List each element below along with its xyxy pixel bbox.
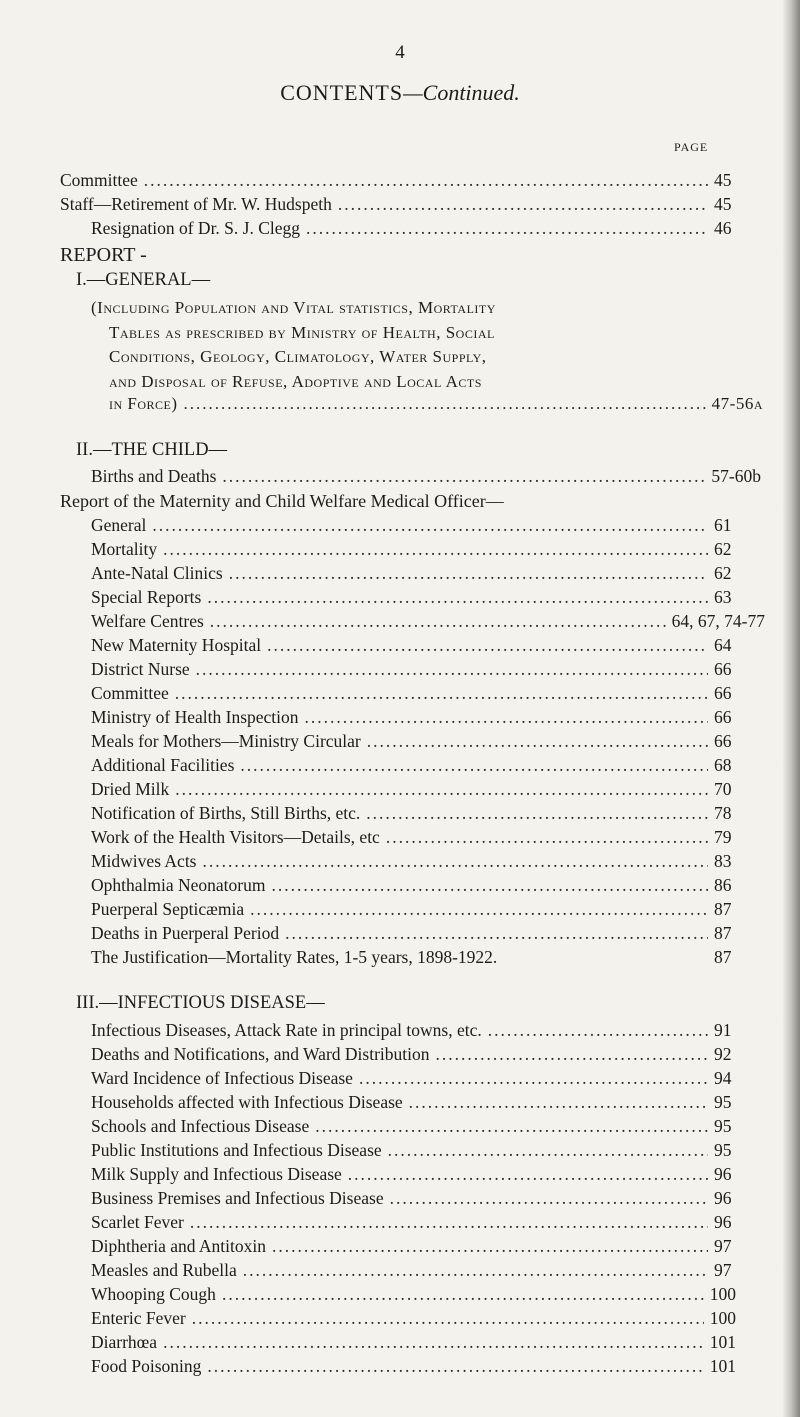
- toc-entry-page: 96: [714, 1164, 732, 1184]
- leader-dots: [386, 827, 708, 848]
- leader-dots: [267, 635, 708, 656]
- page-number: 4: [395, 42, 405, 63]
- toc-entry: [60, 194, 736, 218]
- leader-dots: [184, 394, 706, 414]
- leader-dots: [272, 1236, 708, 1257]
- toc-entry-page: 95: [714, 1092, 732, 1112]
- leader-dots: [240, 755, 708, 776]
- toc-entry: [91, 218, 736, 242]
- page-title: [0, 80, 800, 106]
- toc-entry-label: in Force): [109, 394, 178, 413]
- toc-entry-label: Scarlet Fever: [91, 1212, 184, 1232]
- toc-entry: [91, 1308, 736, 1332]
- description-line: Conditions, Geology, Climatology, Water Supply,: [109, 347, 487, 366]
- toc-entry-page: 45: [714, 170, 732, 190]
- toc-entry-page: 66: [714, 707, 732, 727]
- toc-entry-label: Committee: [60, 170, 138, 190]
- leader-dots: [190, 1212, 708, 1233]
- leader-dots: [163, 539, 708, 560]
- leader-dots: [222, 466, 705, 487]
- toc-entry-page: 101: [709, 1356, 736, 1376]
- toc-entry-label: Additional Facilities: [91, 755, 235, 775]
- toc-entry-label: Ministry of Health Inspection: [91, 707, 299, 727]
- toc-entry-label: Meals for Mothers—Ministry Circular: [91, 731, 361, 751]
- leader-dots: [315, 1116, 708, 1137]
- toc-entry-label: Households affected with Infectious Disease: [91, 1092, 403, 1112]
- description-line: and Disposal of Refuse, Adoptive and Local Acts: [109, 371, 482, 391]
- toc-entry-page: 66: [714, 659, 732, 679]
- toc-entry-page: 92: [714, 1044, 732, 1064]
- toc-entry-label: Milk Supply and Infectious Disease: [91, 1164, 342, 1184]
- toc-entry: [91, 923, 736, 947]
- toc-entry: [91, 1212, 736, 1236]
- section-heading-general: I.—GENERAL—: [76, 270, 211, 290]
- section-general-description: [91, 296, 496, 394]
- toc-entry-label: Deaths and Notifications, and Ward Distribution: [91, 1044, 430, 1064]
- toc-entry-page: 66: [714, 731, 732, 751]
- toc-entry: [91, 1284, 736, 1308]
- toc-entry-page: 70: [714, 779, 732, 799]
- leader-dots: [390, 1188, 708, 1209]
- section-heading-child: II.—THE CHILD—: [76, 440, 228, 460]
- leader-dots: [196, 659, 708, 680]
- toc-entry: [91, 683, 736, 707]
- toc-entry-page: 79: [714, 827, 732, 847]
- toc-entry-page: 96: [714, 1212, 732, 1232]
- toc-entry: [91, 466, 761, 490]
- description-line: (Including Population and Vital statistics, Mortality: [91, 298, 496, 317]
- toc-entry-label: Midwives Acts: [91, 851, 197, 871]
- toc-entry-label: Dried Milk: [91, 779, 170, 799]
- toc-entry-page: 101: [709, 1332, 736, 1352]
- toc-entry-page: 97: [714, 1260, 732, 1280]
- title-continued: —Continued.: [403, 80, 520, 105]
- toc-entry: [91, 515, 736, 539]
- toc-entry-label: Puerperal Septicæmia: [91, 899, 245, 919]
- toc-entry-page: 87: [714, 923, 732, 943]
- leader-dots: [210, 611, 666, 632]
- toc-entry: [91, 659, 736, 683]
- toc-entry: [91, 731, 736, 755]
- toc-entry: [91, 1140, 736, 1164]
- toc-entry: [91, 1044, 736, 1068]
- toc-entry: [91, 947, 736, 971]
- toc-entry-page: 46: [714, 218, 732, 238]
- section-heading-infectious: III.—INFECTIOUS DISEASE—: [76, 993, 325, 1013]
- toc-entry: [91, 779, 736, 803]
- toc-entry: [91, 1260, 736, 1284]
- toc-entry: [91, 1068, 736, 1092]
- toc-entry-label: Infectious Diseases, Attack Rate in principal towns, etc.: [91, 1020, 482, 1040]
- leader-dots: [409, 1092, 708, 1113]
- page-edge-shadow: [782, 0, 800, 1417]
- toc-entry: [91, 803, 736, 827]
- toc-entry: [91, 851, 736, 875]
- leader-dots: [207, 1356, 703, 1377]
- toc-entry-page: 62: [714, 563, 732, 583]
- page-column-header: PAGE: [674, 140, 709, 154]
- toc-entry-page: 86: [714, 875, 732, 895]
- toc-entry-page: 57-60b: [711, 466, 761, 486]
- leader-dots: [144, 170, 708, 191]
- toc-entry-label: Public Institutions and Infectious Disease: [91, 1140, 382, 1160]
- leader-dots: [435, 1044, 708, 1065]
- leader-dots: [366, 803, 708, 824]
- leader-dots: [348, 1164, 708, 1185]
- toc-entry: [91, 1164, 736, 1188]
- description-line: Tables as prescribed by Ministry of Health, Social: [109, 322, 495, 342]
- toc-entry-label: Staff—Retirement of Mr. W. Hudspeth: [60, 194, 332, 214]
- maternity-subheading: Report of the Maternity and Child Welfare Medical Officer—: [60, 491, 504, 511]
- toc-entry: [91, 587, 736, 611]
- toc-entry-label: Special Reports: [91, 587, 202, 607]
- toc-entry-page: 47-56a: [711, 394, 763, 413]
- toc-entry-page: 95: [714, 1140, 732, 1160]
- toc-entry-page: 64, 67, 74-77: [671, 611, 765, 631]
- toc-entry-label: The Justification—Mortality Rates, 1-5 years, 1898-1922.: [91, 947, 498, 967]
- leader-dots: [306, 218, 708, 239]
- toc-entry: [91, 1020, 736, 1044]
- leader-dots: [207, 587, 708, 608]
- leader-dots: [229, 563, 708, 584]
- leader-dots: [203, 851, 709, 872]
- toc-entry-page: 100: [709, 1284, 736, 1304]
- toc-entry-page: 66: [714, 683, 732, 703]
- toc-entry-label: Whooping Cough: [91, 1284, 216, 1304]
- leader-dots: [250, 899, 708, 920]
- toc-entry-page: 61: [714, 515, 732, 535]
- toc-entry: [60, 170, 736, 194]
- toc-entry-label: General: [91, 515, 147, 535]
- leader-dots: [175, 683, 708, 704]
- leader-dots: [338, 194, 708, 215]
- toc-entry-label: Welfare Centres: [91, 611, 204, 631]
- leader-dots: [388, 1140, 708, 1161]
- toc-entry-label: Measles and Rubella: [91, 1260, 237, 1280]
- toc-entry-page: 100: [709, 1308, 736, 1328]
- leader-dots: [163, 1332, 704, 1353]
- leader-dots: [305, 707, 708, 728]
- leader-dots: [222, 1284, 704, 1305]
- toc-entry-page: 45: [714, 194, 732, 214]
- toc-entry: [91, 899, 736, 923]
- toc-entry-label: Diphtheria and Antitoxin: [91, 1236, 266, 1256]
- leader-dots: [243, 1260, 708, 1281]
- toc-entry-label: Deaths in Puerperal Period: [91, 923, 280, 943]
- toc-entry-label: Ward Incidence of Infectious Disease: [91, 1068, 353, 1088]
- toc-entry-page: 95: [714, 1116, 732, 1136]
- toc-entry-page: 63: [714, 587, 732, 607]
- toc-entry-page: 91: [714, 1020, 732, 1040]
- toc-entry-label: Notification of Births, Still Births, etc.: [91, 803, 361, 823]
- toc-entry-page: 87: [714, 899, 732, 919]
- toc-entry: [91, 1356, 736, 1380]
- leader-dots: [488, 1020, 708, 1041]
- toc-entry-label: Ophthalmia Neonatorum: [91, 875, 266, 895]
- report-heading: REPORT -: [60, 244, 147, 266]
- toc-entry: [91, 1116, 736, 1140]
- toc-entry-label: Ante-Natal Clinics: [91, 563, 223, 583]
- toc-entry-label: Business Premises and Infectious Disease: [91, 1188, 384, 1208]
- toc-entry-label: Work of the Health Visitors—Details, etc: [91, 827, 380, 847]
- toc-entry-label: Mortality: [91, 539, 158, 559]
- toc-entry: [91, 1332, 736, 1356]
- toc-entry: [91, 611, 765, 635]
- leader-dots: [367, 731, 708, 752]
- toc-entry: [91, 707, 736, 731]
- toc-entry-page: 62: [714, 539, 732, 559]
- toc-entry: [91, 1092, 736, 1116]
- leader-dots: [152, 515, 708, 536]
- toc-entry-label: Schools and Infectious Disease: [91, 1116, 310, 1136]
- leader-dots: [359, 1068, 708, 1089]
- leader-dots: [175, 779, 708, 800]
- toc-entry-label: Committee: [91, 683, 169, 703]
- toc-entry-label: District Nurse: [91, 659, 190, 679]
- toc-entry: [91, 827, 736, 851]
- toc-entry: [91, 1188, 736, 1212]
- toc-entry: [91, 755, 736, 779]
- toc-entry: [109, 394, 763, 418]
- toc-entry: [91, 635, 736, 659]
- toc-entry: [91, 875, 736, 899]
- toc-entry: [91, 563, 736, 587]
- toc-entry-page: 78: [714, 803, 732, 823]
- toc-entry-page: 96: [714, 1188, 732, 1208]
- toc-entry-page: 94: [714, 1068, 732, 1088]
- leader-dots: [271, 875, 708, 896]
- toc-entry-label: Resignation of Dr. S. J. Clegg: [91, 218, 301, 238]
- toc-entry-page: 97: [714, 1236, 732, 1256]
- toc-entry-label: Births and Deaths: [91, 466, 217, 486]
- toc-entry-page: 68: [714, 755, 732, 775]
- toc-entry-label: Enteric Fever: [91, 1308, 186, 1328]
- toc-entry-label: Food Poisoning: [91, 1356, 202, 1376]
- toc-entry: [91, 1236, 736, 1260]
- toc-entry-label: New Maternity Hospital: [91, 635, 262, 655]
- title-main: CONTENTS: [280, 80, 404, 105]
- toc-entry-page: 83: [714, 851, 732, 871]
- toc-entry-page: 64: [714, 635, 732, 655]
- toc-entry-page: 87: [714, 947, 732, 967]
- leader-dots: [192, 1308, 704, 1329]
- toc-entry: [91, 539, 736, 563]
- toc-entry-label: Diarrhœa: [91, 1332, 158, 1352]
- leader-dots: [285, 923, 708, 944]
